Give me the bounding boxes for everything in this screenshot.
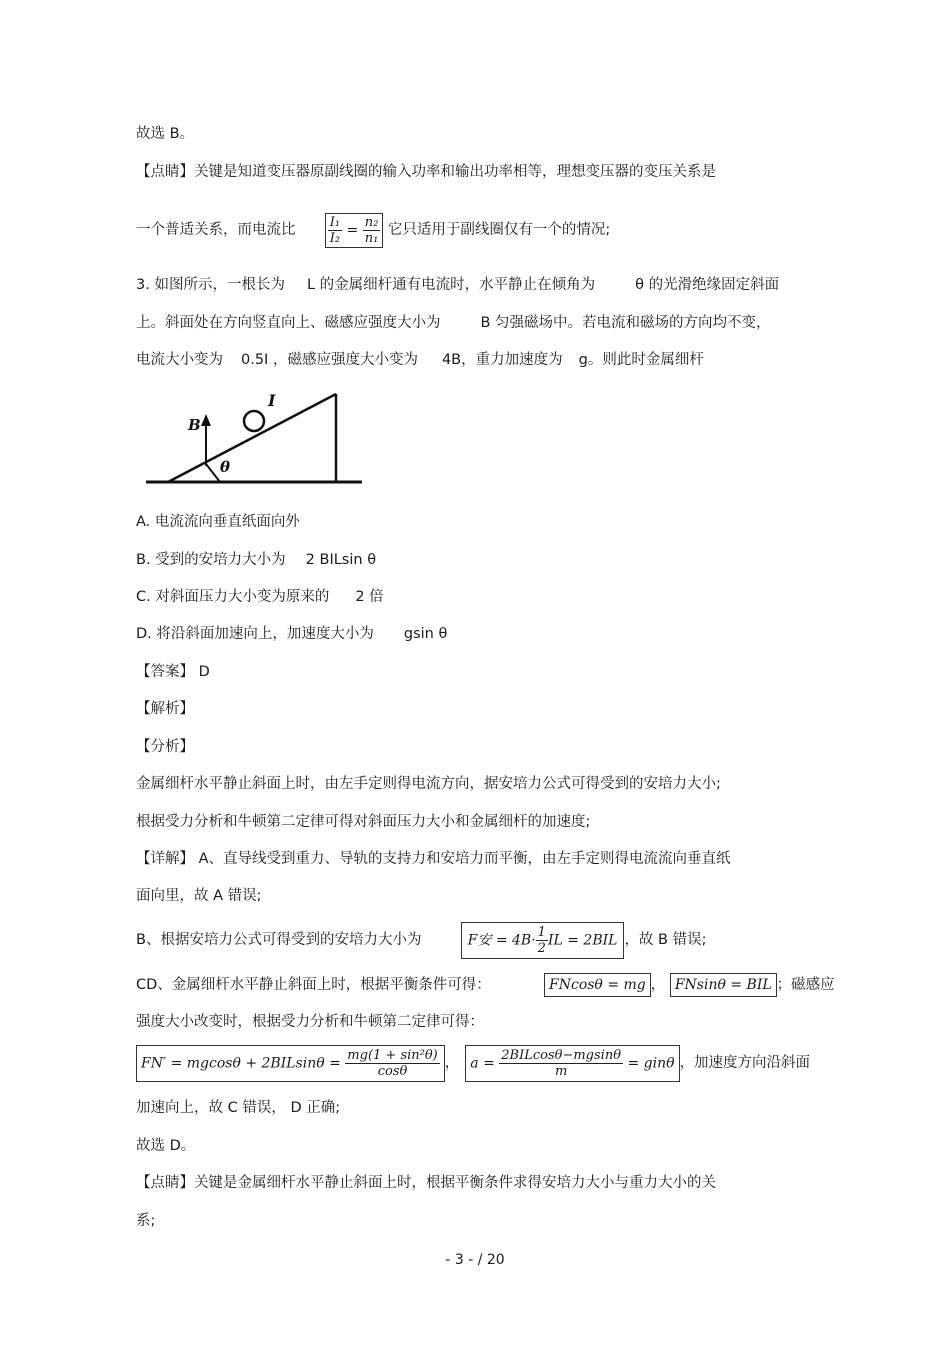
text-segment: 2 倍 [355,589,384,605]
text-segment: 一个普适关系，而电流比 [136,222,296,238]
text-segment: 2 BILsin θ [305,552,377,568]
page-number: - 3 - / 20 [445,1252,505,1268]
text-segment: θ 的光滑绝缘固定斜面 [635,277,780,293]
field-arrow-head [201,414,211,426]
current-label-I: I [268,391,276,410]
incline-diagram [140,382,368,492]
text-segment: 上。斜面处在方向竖直向上、磁感应强度大小为 [136,315,441,331]
frac-den: 2 [537,940,546,956]
frac-num: I₁ [329,214,341,230]
text-segment: g。则此时金属细杆 [578,352,704,368]
text-line [136,920,707,960]
text-segment: 它只适用于副线圈仅有一个的情况; [387,222,611,238]
angle-mark [206,464,220,482]
text-segment: ， [650,977,666,993]
question-line [136,350,704,370]
text-segment: ，故 B 错误; [624,932,707,948]
frac-num: n₂ [364,214,379,230]
field-label-B: B [188,416,201,434]
ampere-force-formula [461,922,625,959]
formula-part: FN′ = mgcosθ + 2BILsinθ = [141,1055,341,1071]
frac-den: cosθ [377,1063,408,1079]
rod-cross-section [244,411,264,431]
text-segment: D. 将沿斜面加速向上，加速度大小为 [136,626,374,642]
option-a: A. 电流流向垂直纸面向外 [136,514,300,530]
section-heading: 【解析】 [136,701,194,717]
text-line: 面向里，故 A 错误; [136,888,262,904]
formula-part: IL = 2BIL [547,932,618,948]
answer-line: 【答案】 D [136,664,210,680]
text-segment: B. 受到的安培力大小为 [136,552,286,568]
text-segment: CD、金属细杆水平静止斜面上时，根据平衡条件可得： [136,977,491,993]
frac-den: m [554,1063,568,1079]
text-segment: gsin θ [403,626,448,642]
text-line: 故选 B。 [136,126,195,142]
frac-num: 2BILcosθ−mgsinθ [501,1047,622,1063]
current-ratio-formula: $\frac{\text{I₁}}{\text{I₂}}$ = $\frac{\text{n₂}}{\text{n₁}}$ [325,213,384,248]
text-segment: 电流大小变为 [136,352,223,368]
angle-label-theta: θ [220,458,231,476]
equilibrium-formula-2: FNsinθ = BIL [670,973,777,997]
text-line [136,1040,810,1086]
text-segment: 3. 如图所示，一根长为 [136,277,285,293]
text-segment: 0.5I ，磁感应强度大小变为 [241,352,418,368]
text-line [136,212,610,248]
text-line: 根据受力分析和牛顿第二定律可得对斜面压力大小和金属细杆的加速度; [136,814,591,830]
question-line [136,275,779,295]
acceleration-formula [465,1045,679,1082]
text-line: 故选 D。 [136,1138,196,1154]
text-segment: ，加速度方向沿斜面 [679,1055,811,1071]
text-segment: ；磁感应 [776,977,835,993]
equilibrium-formula-1: FNcosθ = mg [544,973,651,997]
option-c [136,587,384,607]
text-line: 【点睛】关键是知道变压器原副线圈的输入功率和输出功率相等，理想变压器的变压关系是 [136,164,716,180]
formula-part: a = [470,1055,495,1071]
formula-part: F安 = 4B· [467,932,536,948]
normal-force-formula [136,1045,445,1082]
question-line [136,313,771,333]
text-segment: C. 对斜面压力大小变为原来的 [136,589,330,605]
frac-num: mg(1 + sin²θ) [347,1047,438,1063]
text-line: 系; [136,1213,156,1229]
section-heading: 【分析】 [136,739,194,755]
incline-surface [168,394,336,482]
text-segment: B 匀强磁场中。若电流和磁场的方向均不变， [480,315,771,331]
text-line: 金属细杆水平静止斜面上时，由左手定则得电流方向，据安培力公式可得受到的安培力大小; [136,776,721,792]
text-line: 【点睛】关键是金属细杆水平静止斜面上时，根据平衡条件求得安培力大小与重力大小的关 [136,1175,716,1191]
text-segment: 4B，重力加速度为 [441,352,563,368]
frac-den: I₂ [329,230,341,246]
text-line: 强度大小改变时，根据受力分析和牛顿第二定律可得： [136,1014,484,1030]
frac-num: 1 [537,924,546,940]
option-b [136,550,376,570]
text-line [136,973,835,997]
formula-part: = ginθ [627,1055,675,1071]
text-segment: ， [444,1055,460,1071]
text-segment: B、根据安培力公式可得受到的安培力大小为 [136,932,422,948]
option-d [136,624,447,644]
frac-den: n₁ [364,230,379,246]
text-line: 加速向上，故 C 错误， D 正确; [136,1100,341,1116]
text-segment: L 的金属细杆通有电流时，水平静止在倾角为 [306,277,596,293]
text-line: 【详解】 A、直导线受到重力、导轨的支持力和安培力而平衡，由左手定则得电流流向垂直纸 [136,851,731,867]
